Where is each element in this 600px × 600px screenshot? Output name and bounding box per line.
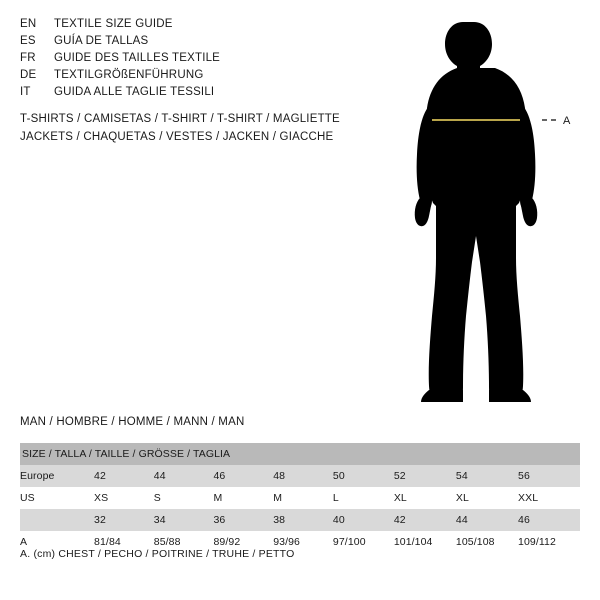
language-code: ES [20, 35, 36, 47]
language-title: GUÍA DE TALLAS [54, 35, 149, 47]
cell: 48 [273, 465, 333, 487]
cell: 97/100 [333, 531, 394, 553]
cell: 42 [94, 465, 154, 487]
language-code: EN [20, 18, 37, 30]
cell: M [213, 487, 273, 509]
cell: 38 [273, 509, 333, 531]
cell: 46 [213, 465, 273, 487]
category-jackets: JACKETS / CHAQUETAS / VESTES / JACKEN / GIACCHE [20, 131, 334, 143]
language-title: GUIDA ALLE TAGLIE TESSILI [54, 86, 215, 98]
language-row [20, 84, 360, 101]
cell: 32 [94, 509, 154, 531]
table-row [20, 487, 580, 509]
cell: 81/84 [94, 531, 154, 553]
cell: 93/96 [273, 531, 333, 553]
language-code: FR [20, 52, 36, 64]
silhouette-svg [400, 10, 600, 410]
language-row [20, 50, 360, 67]
table-row [20, 465, 580, 487]
cell: 109/112 [518, 531, 580, 553]
cell: 46 [518, 509, 580, 531]
category-tshirts: T-SHIRTS / CAMISETAS / T-SHIRT / T-SHIRT / MAGLIETTE [20, 113, 340, 125]
garment-category-list [20, 110, 380, 146]
cell: 54 [456, 465, 518, 487]
measure-label-a: A [563, 115, 571, 127]
language-row [20, 67, 360, 84]
cell: XS [94, 487, 154, 509]
language-code: IT [20, 86, 31, 98]
cell: 50 [333, 465, 394, 487]
cell: 40 [333, 509, 394, 531]
language-code: DE [20, 69, 37, 81]
cell: 34 [154, 509, 214, 531]
language-row [20, 33, 360, 50]
male-silhouette-figure [400, 10, 600, 410]
table-title: MAN / HOMBRE / HOMME / MANN / MAN [20, 416, 245, 428]
cell: L [333, 487, 394, 509]
cell: 42 [394, 509, 456, 531]
table-header-label: SIZE / TALLA / TAILLE / GRÖSSE / TAGLIA [20, 443, 580, 465]
cell: XXL [518, 487, 580, 509]
row-label: A [20, 531, 94, 553]
language-list [20, 16, 360, 101]
cell: 52 [394, 465, 456, 487]
language-title: TEXTILGRÖßENFÜHRUNG [54, 69, 204, 81]
language-title: GUIDE DES TAILLES TEXTILE [54, 52, 221, 64]
row-label [20, 509, 94, 531]
size-table [20, 443, 580, 553]
cell: M [273, 487, 333, 509]
cell: S [154, 487, 214, 509]
cell: XL [456, 487, 518, 509]
cell: 89/92 [213, 531, 273, 553]
table-row [20, 509, 580, 531]
language-row [20, 16, 360, 33]
cell: 101/104 [394, 531, 456, 553]
cell: 36 [213, 509, 273, 531]
cell: 85/88 [154, 531, 214, 553]
cell: XL [394, 487, 456, 509]
cell: 105/108 [456, 531, 518, 553]
table-header-row [20, 443, 580, 465]
cell: 44 [456, 509, 518, 531]
cell: 44 [154, 465, 214, 487]
footnote: A. (cm) CHEST / PECHO / POITRINE / TRUHE / PETTO [20, 548, 295, 560]
row-label: Europe [20, 465, 94, 487]
language-title: TEXTILE SIZE GUIDE [54, 18, 173, 30]
cell: 56 [518, 465, 580, 487]
row-label: US [20, 487, 94, 509]
